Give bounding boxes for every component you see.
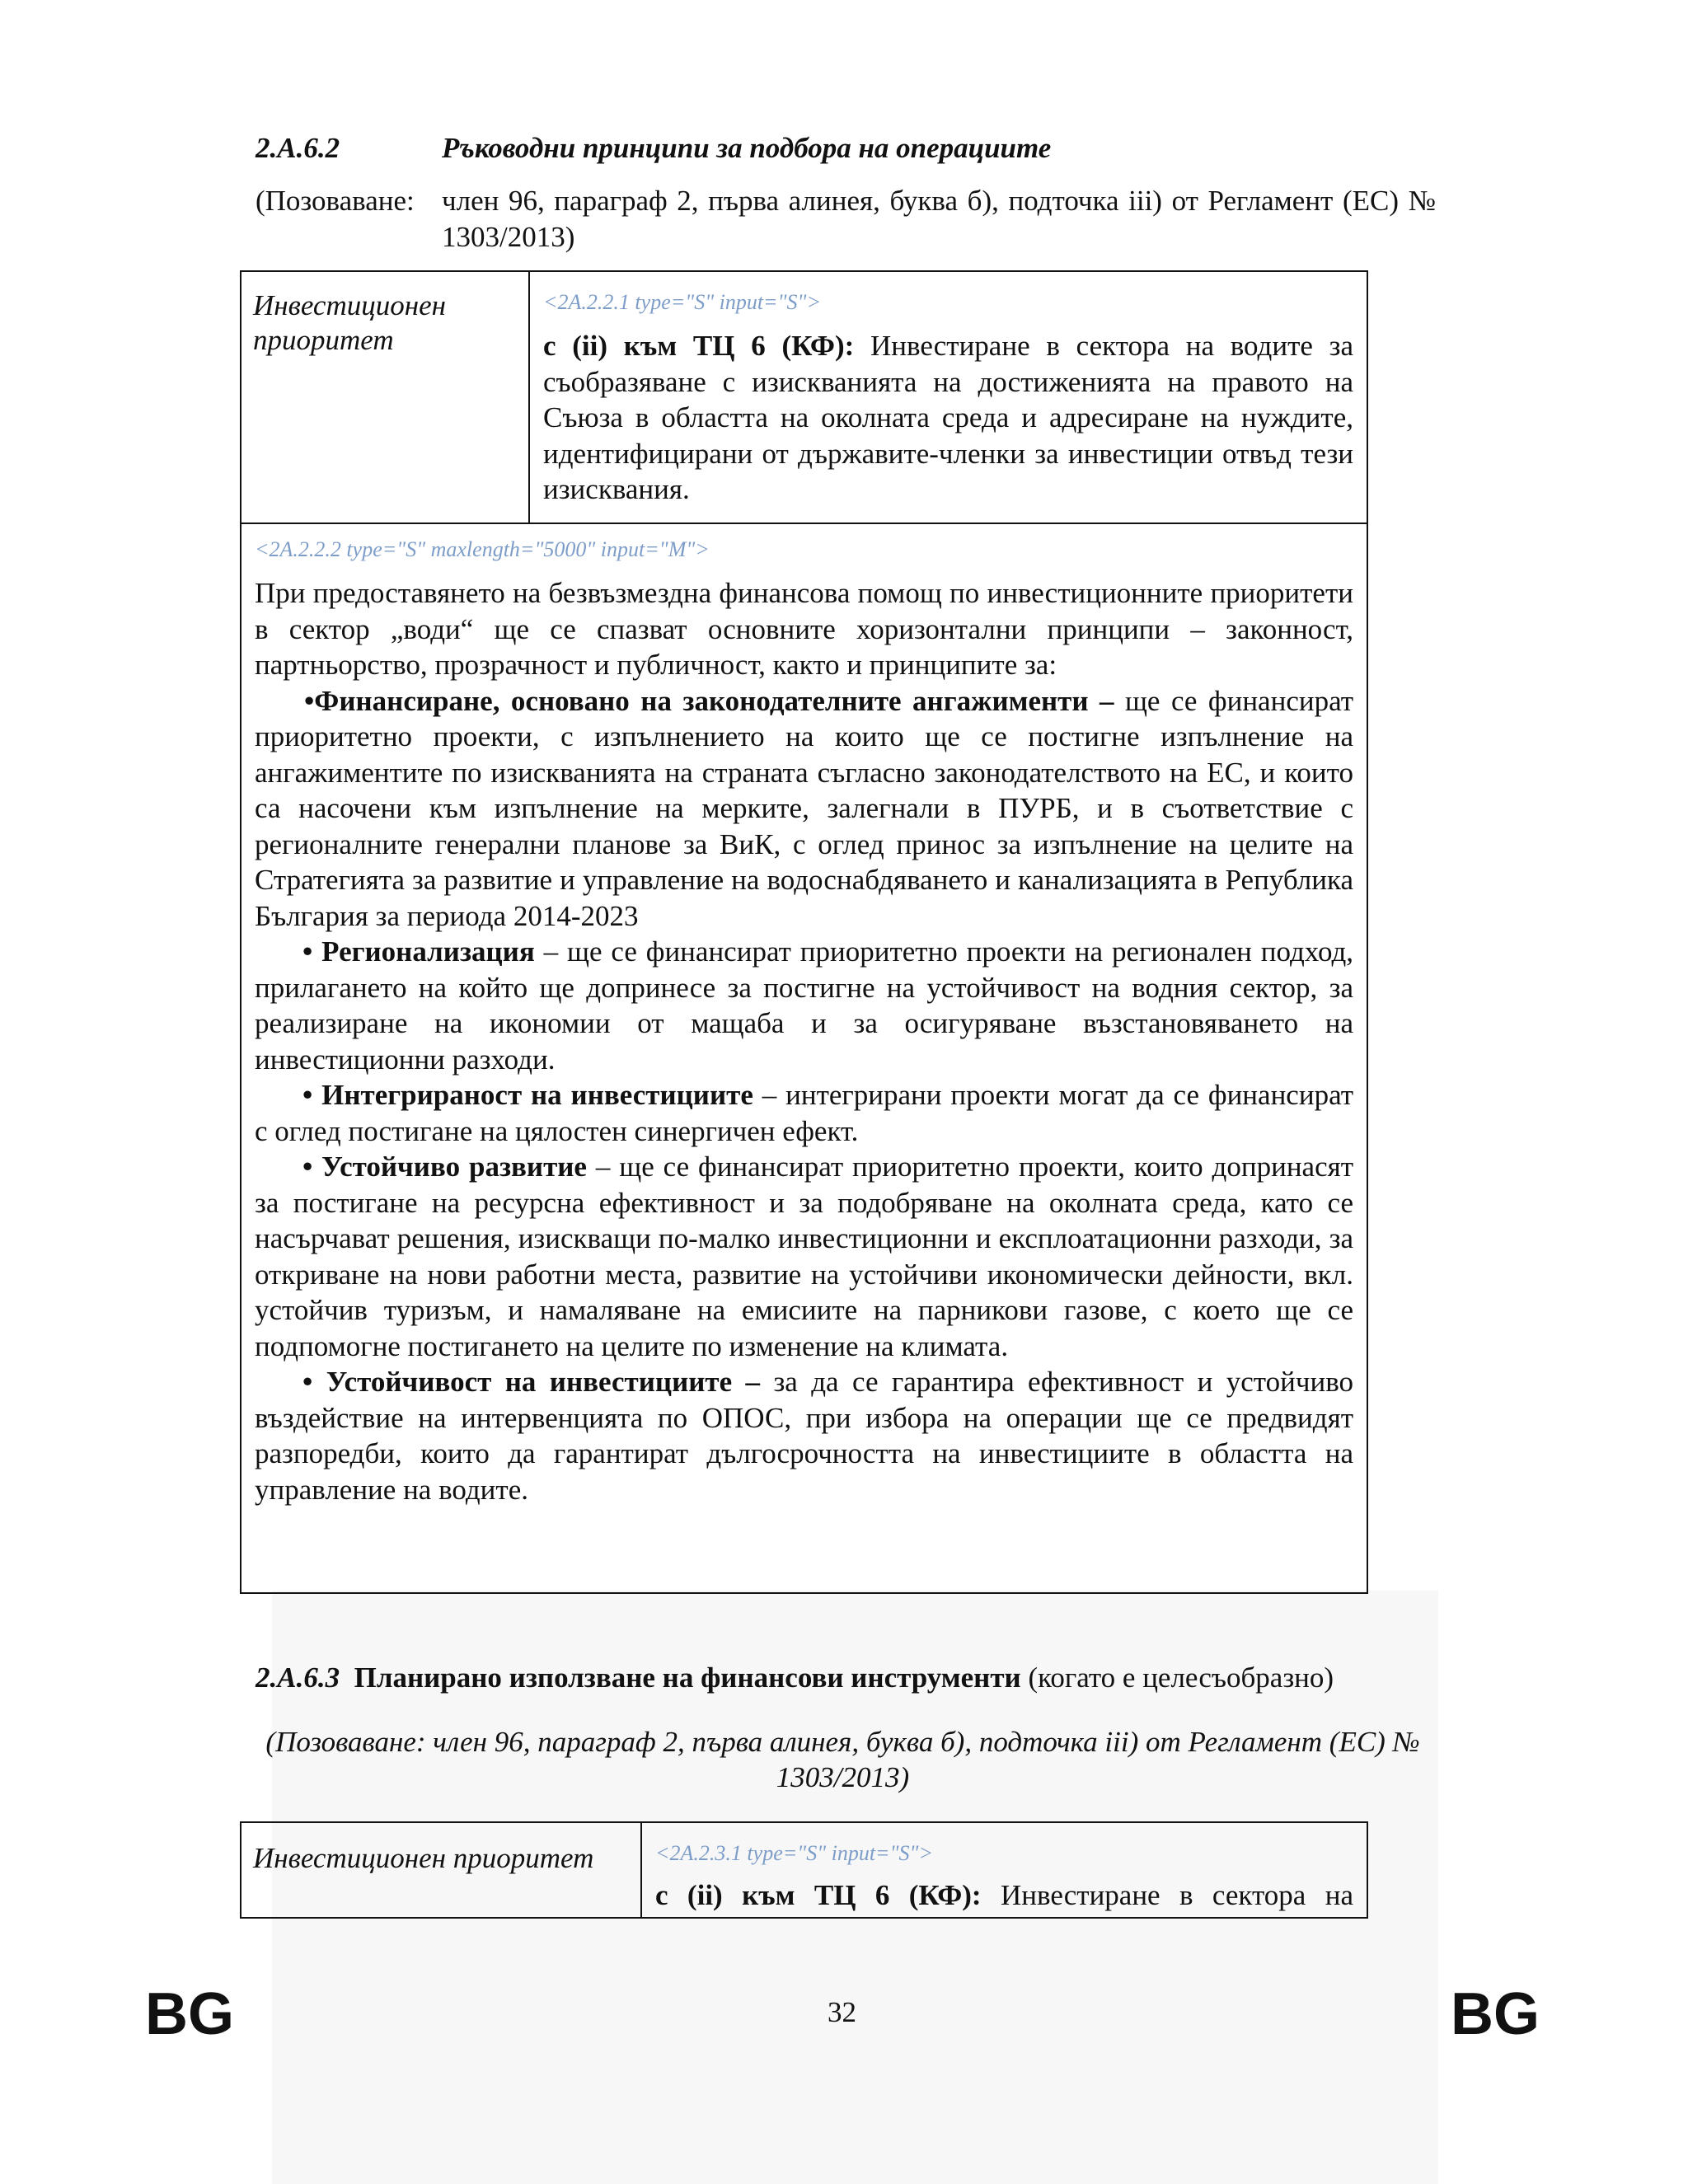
section-title-suffix: (когато е целесъобразно) bbox=[1020, 1661, 1334, 1694]
principle-text: – ще се финансират приоритетно проекти, които допринасят за постигане на ресурсна ефективност и за подобряване на околната среда, като се насърчават решения, изискващи по-малко инвестиционни и експлоатационни разходи, за откриване на нови работни места, развитие на устойчиви икономически дейности, вкл. устойчив туризъм, и намаляване на емисиите на парникови газове, с което ще се подпомогне постигането на целите по изменение на климата. bbox=[255, 1151, 1354, 1362]
principle-heading: Устойчивост на инвестициите – bbox=[326, 1366, 761, 1398]
principles-intro: При предоставянето на безвъзмездна финансова помощ по инвестиционните приоритети в сектор „води“ ще се спазват основните хоризонтални принципи – законност, партньорство, прозрачност и публичност, както и принципите за: bbox=[255, 577, 1353, 681]
priority-description bbox=[543, 328, 1353, 508]
bullet-icon: • bbox=[304, 684, 315, 717]
reference-label: (Позоваване: bbox=[256, 185, 415, 217]
priority-text: Инвестиране в сектора на водите за съобразяване с изискванията на достиженията на правото на Съюза в областта на околната среда и адресиране на нуждите, идентифицирани от държавите-членки за инвестиции отвъд тези изисквания. bbox=[543, 330, 1353, 505]
principle-heading: Интегрираност на инвестициите bbox=[321, 1079, 753, 1111]
principle-text: – ще се финансират приоритетно проекти на регионален подход, прилагането на който ще допринесе за постигне на устойчивост на водния сектор, за реализиране на икономии от мащаба и за осигуряване възстановяването на инвестиционни разходи. bbox=[255, 935, 1354, 1076]
principle-text: за да се гарантира ефективност и устойчиво въздействие на интервенцията по ОПОС, при избора на операции ще се предвидят разпоредби, които да гарантират дългосрочността на инвестициите в областта на управление на водите. bbox=[255, 1366, 1353, 1506]
priority-text: Инвестиране в сектора на bbox=[1001, 1879, 1353, 1911]
bullet-icon: • bbox=[302, 1366, 313, 1398]
principles-cell bbox=[241, 524, 1367, 1592]
section-heading bbox=[256, 132, 1442, 168]
bullet-icon: • bbox=[302, 1151, 313, 1183]
section-title: Ръководни принципи за подбора на операциите bbox=[442, 132, 1052, 164]
priority-label: Инвестиционен приоритет bbox=[253, 1842, 594, 1874]
priority-table bbox=[240, 270, 1368, 1594]
principle-item bbox=[255, 934, 1353, 1077]
priority-table bbox=[240, 1821, 1368, 1919]
language-code-left: BG bbox=[145, 1981, 234, 2047]
principle-item bbox=[255, 1364, 1353, 1507]
section-title: Планирано използване на финансови инструменти bbox=[354, 1661, 1021, 1694]
principle-text: ще се финансират приоритетно проекти, с изпълнението на които ще се постигне изпълнение на ангажиментите по изискванията на страната съгласно законодателството на ЕС, и които са насочени към изпълнение на мерките, залегнали в ПУРБ, и в съответствие с регионалните генерални планове за ВиК, с оглед принос за изпълнение на целите на Стратегията за развитие и управление на водоснабдяването и канализацията в Република България за периода 2014-2023 bbox=[255, 684, 1354, 932]
priority-label: Инвестиционен приоритет bbox=[253, 289, 446, 356]
priority-value-cell bbox=[642, 1823, 1367, 1917]
priority-description bbox=[655, 1877, 1353, 1914]
principle-item bbox=[255, 1149, 1353, 1364]
priority-value-cell bbox=[530, 272, 1367, 524]
priority-tag: <2A.2.2.1 type="S" input="S"> bbox=[543, 290, 821, 314]
section-reference: (Позоваване: член 96, параграф 2, първа алинея, буква б), подточка iii) от Регламент (ЕС) № 1303/2013) bbox=[265, 1726, 1420, 1793]
reference-text: член 96, параграф 2, първа алинея, буква б), подточка iii) от Регламент (ЕС) № 1303/2013) bbox=[442, 185, 1436, 253]
language-code-right: BG bbox=[1451, 1981, 1540, 2047]
principle-item bbox=[255, 683, 1353, 935]
page-number: 32 bbox=[828, 1996, 856, 2028]
priority-code: с (ii) към ТЦ 6 (КФ): bbox=[543, 330, 855, 362]
section-reference bbox=[256, 183, 1436, 255]
principle-heading: Регионализация bbox=[321, 935, 535, 968]
section-number: 2.A.6.3 bbox=[256, 1661, 340, 1694]
bullet-icon: • bbox=[302, 1079, 313, 1111]
priority-tag: <2A.2.3.1 type="S" input="S"> bbox=[655, 1841, 933, 1865]
priority-label-cell bbox=[241, 1823, 642, 1917]
principle-heading: Устойчиво развитие bbox=[321, 1151, 587, 1183]
bullet-icon: • bbox=[302, 935, 313, 968]
section-heading bbox=[256, 1661, 1334, 1694]
priority-code: с (ii) към ТЦ 6 (КФ): bbox=[655, 1879, 982, 1911]
principle-text: – интегрирани проекти могат да се финансират с оглед постигане на цялостен синергичен ефект. bbox=[255, 1079, 1353, 1147]
priority-label-cell bbox=[241, 272, 530, 524]
principle-item bbox=[255, 1077, 1353, 1149]
section-number: 2.A.6.2 bbox=[256, 132, 340, 164]
principles-tag: <2A.2.2.2 type="S" maxlength="5000" input="M"> bbox=[255, 537, 710, 561]
principle-heading: Финансиране, основано на законодателните ангажименти – bbox=[314, 684, 1114, 717]
